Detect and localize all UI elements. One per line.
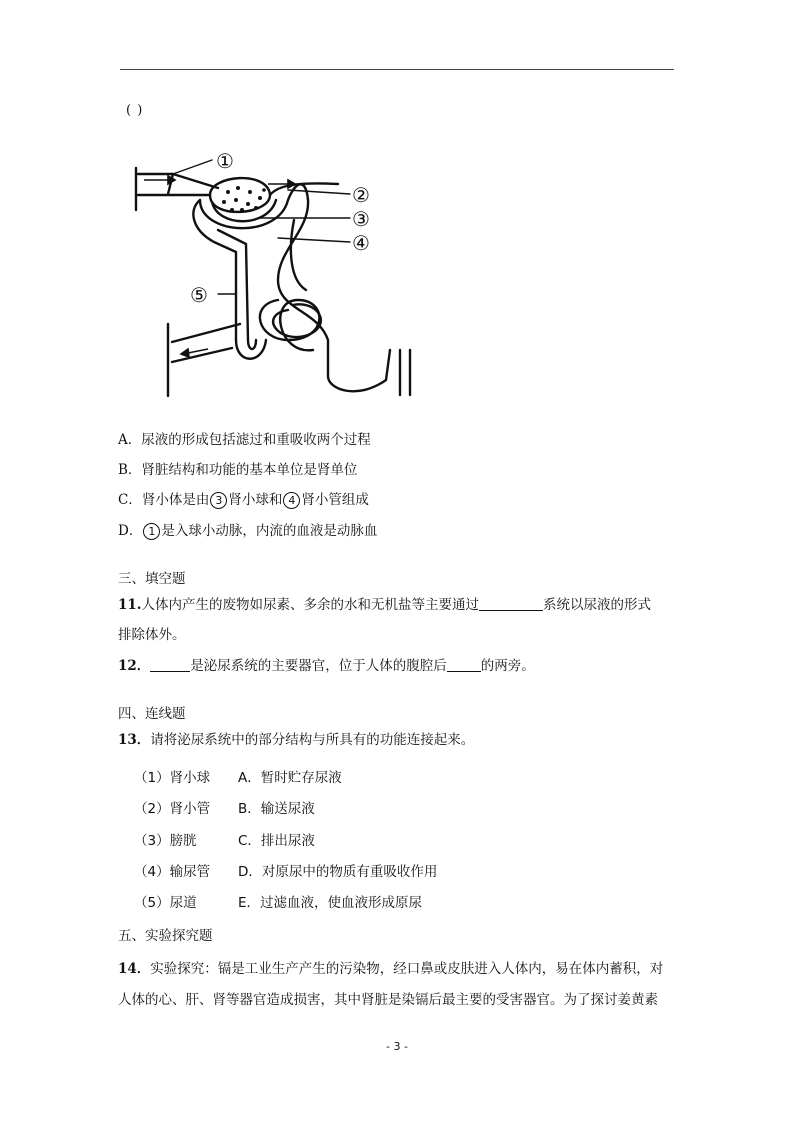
circled-1: 1 [143, 523, 160, 540]
header-rule [120, 69, 674, 70]
q12-blank-2[interactable] [447, 657, 481, 672]
section-3-title: 三、填空题 [118, 571, 186, 587]
match-row-3: （3）膀胱 C．排出尿液 [134, 833, 315, 849]
option-a: A．尿液的形成包括滤过和重吸收两个过程 [118, 432, 371, 448]
option-c: C．肾小体是由 3 肾小球和 4 肾小管组成 [118, 492, 369, 508]
match-row-2: （2）肾小管 B．输送尿液 [134, 801, 315, 817]
label-3: ③ [352, 207, 370, 231]
circled-4: 4 [283, 492, 300, 509]
q14-line1: 14．实验探究：镉是工业生产产生的污染物，经口鼻或皮肤进入人体内，易在体内蓄积，对 [118, 961, 664, 977]
label-5: ⑤ [190, 283, 208, 307]
q11-line1: 11.人体内产生的废物如尿素、多余的水和无机盐等主要通过 系统以尿液的形式 [118, 597, 651, 613]
match-row-4: （4）输尿管 D．对原尿中的物质有重吸收作用 [134, 864, 438, 880]
q14-line2: 人体的心、肝、肾等器官造成损害，其中肾脏是染镉后最主要的受害器官。为了探讨姜黄素 [118, 992, 658, 1008]
q11-blank[interactable] [479, 596, 543, 611]
section-5-title: 五、实验探究题 [118, 928, 213, 944]
label-2: ② [352, 183, 370, 207]
option-d: D． 1 是入球小动脉，内流的血液是动脉血 [118, 523, 378, 539]
answer-parenthesis: ( ) [126, 103, 144, 118]
label-4: ④ [352, 231, 370, 255]
option-b: B．肾脏结构和功能的基本单位是肾单位 [118, 462, 358, 478]
label-1: ① [216, 149, 234, 173]
circled-3: 3 [210, 492, 227, 509]
nephron-diagram [128, 140, 428, 410]
section-4-title: 四、连线题 [118, 706, 186, 722]
q12-blank-1[interactable] [150, 657, 190, 672]
q11-line2: 排除体外。 [118, 627, 186, 643]
match-row-5: （5）尿道 E．过滤血液，使血液形成原尿 [134, 895, 423, 911]
page-number: - 3 - [386, 1040, 408, 1053]
match-row-1: （1）肾小球 A．暂时贮存尿液 [134, 770, 342, 786]
q13-prompt: 13．请将泌尿系统中的部分结构与所具有的功能连接起来。 [118, 732, 475, 748]
q12: 12． 是泌尿系统的主要器官，位于人体的腹腔后 的两旁。 [118, 658, 535, 674]
